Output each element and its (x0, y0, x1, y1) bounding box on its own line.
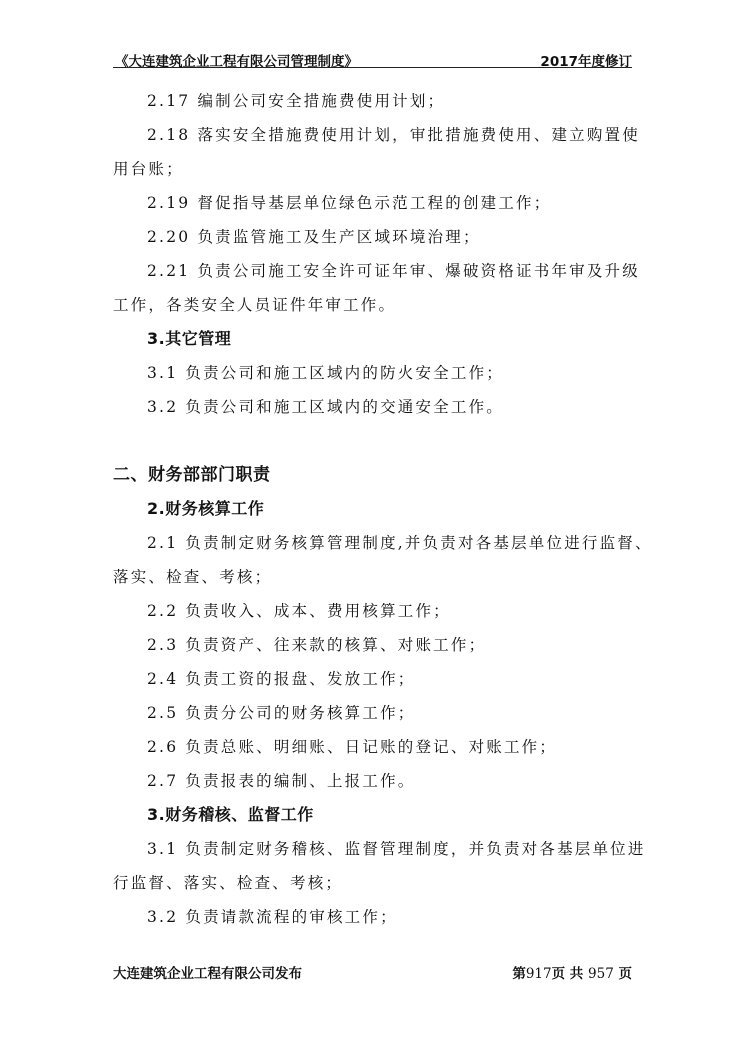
section-heading-other: 3.其它管理 (147, 329, 232, 348)
page-current: 917 (525, 966, 552, 982)
page-header (113, 44, 632, 68)
page-footer (113, 962, 632, 982)
paragraph-2-19: 2.19 督促指导基层单位绿色示范工程的创建工作； (147, 194, 552, 212)
header-revision: 2017年度修订 (540, 54, 632, 70)
paragraph-2-21-cont: 工作，各类安全人员证件年审工作。 (113, 296, 397, 314)
page-mid: 页 共 (551, 966, 584, 982)
paragraph-a2-1-cont: 落实、检查、考核； (113, 568, 273, 586)
paragraph-o3-2: 3.2 负责公司和施工区域内的交通安全工作。 (147, 398, 504, 416)
paragraph-2-17: 2.17 编制公司安全措施费使用计划； (147, 92, 446, 110)
header-title: 《大连建筑企业工程有限公司管理制度》 (115, 54, 358, 70)
document-body (113, 84, 653, 934)
page-total: 957 (588, 966, 614, 982)
paragraph-o3-1: 3.1 负责公司和施工区域内的防火安全工作； (147, 364, 504, 382)
footer-publisher: 大连建筑企业工程有限公司发布 (113, 966, 302, 982)
paragraph-2-20: 2.20 负责监管施工及生产区域环境治理； (147, 228, 481, 246)
paragraph-b3-1-cont: 行监督、落实、检查、考核； (113, 874, 344, 892)
page-prefix: 第 (512, 966, 526, 982)
paragraph-a2-4: 2.4 负责工资的报盘、发放工作； (147, 670, 416, 688)
paragraph-b3-1: 3.1 负责制定财务稽核、监督管理制度，并负责对各基层单位进 (147, 840, 646, 858)
paragraph-a2-6: 2.6 负责总账、明细账、日记账的登记、对账工作； (147, 738, 558, 756)
paragraph-a2-3: 2.3 负责资产、往来款的核算、对账工作； (147, 636, 487, 654)
paragraph-2-18-cont: 用台账； (113, 160, 184, 178)
section-heading-audit: 3.财务稽核、监督工作 (147, 805, 314, 824)
page-suffix: 页 (618, 966, 632, 982)
section-heading-accounting: 2.财务核算工作 (147, 499, 265, 518)
paragraph-b3-2: 3.2 负责请款流程的审核工作； (147, 908, 398, 926)
paragraph-a2-5: 2.5 负责分公司的财务核算工作； (147, 704, 416, 722)
spacer (113, 424, 633, 458)
paragraph-2-21: 2.21 负责公司施工安全许可证年审、爆破资格证书年审及升级 (147, 262, 640, 280)
paragraph-a2-7: 2.7 负责报表的编制、上报工作。 (147, 772, 416, 790)
header-rule (113, 67, 632, 68)
paragraph-2-18: 2.18 落实安全措施费使用计划，审批措施费使用、建立购置使 (147, 126, 640, 144)
paragraph-a2-2: 2.2 负责收入、成本、费用核算工作； (147, 602, 451, 620)
paragraph-a2-1: 2.1 负责制定财务核算管理制度,并负责对各基层单位进行监督、 (147, 534, 653, 552)
page-number (512, 962, 632, 982)
chapter-heading-finance: 二、财务部部门职责 (113, 465, 271, 485)
